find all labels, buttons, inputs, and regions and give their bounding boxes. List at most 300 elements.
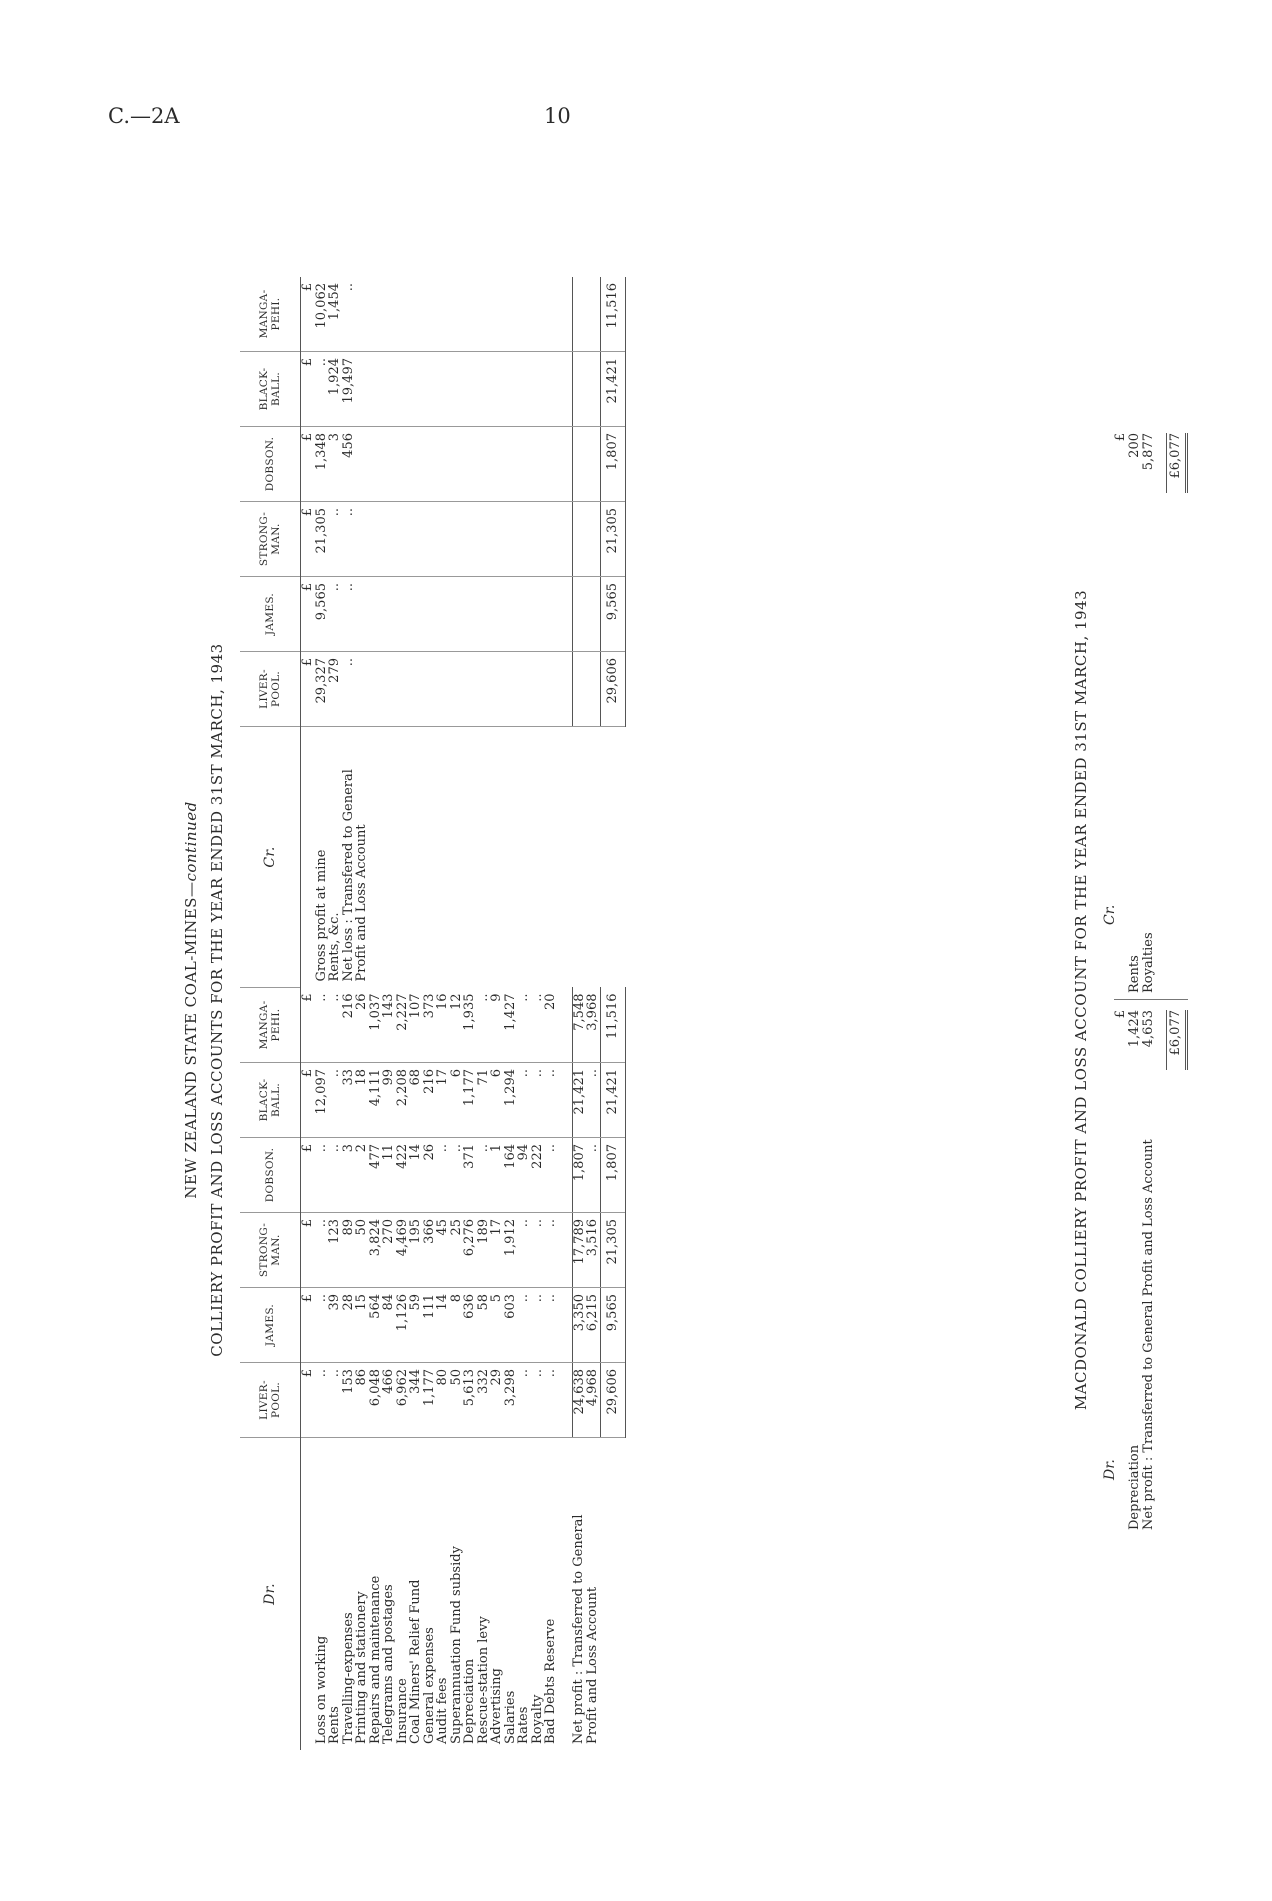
dr-row-label: Depreciation	[462, 1658, 477, 1744]
table-row	[369, 277, 383, 1750]
dr-cell: ..	[436, 1138, 450, 1213]
cr-cell	[382, 427, 396, 502]
dr-cell: ..	[544, 1213, 558, 1288]
cr-cell: 456	[342, 427, 356, 502]
dr-total-cell: 9,565	[600, 1288, 625, 1363]
dr-cell: ..	[531, 1213, 545, 1288]
dr-cell: 2,227	[396, 988, 410, 1063]
spacer	[558, 652, 573, 727]
cr-cell	[450, 277, 464, 352]
cr-cell	[517, 577, 531, 652]
cr-row-label	[504, 727, 518, 988]
currency-row	[1114, 433, 1128, 993]
cr-row-label: Gross profit at mine	[313, 849, 329, 982]
cr-cell	[477, 502, 491, 577]
dr-cell: 332	[477, 1363, 491, 1438]
cr-cell	[436, 652, 450, 727]
dr-cell: 17	[490, 1213, 504, 1288]
total-value: £6,077	[1166, 433, 1188, 493]
column-header: STRONG-MAN.	[240, 502, 301, 577]
currency-symbol: £	[301, 277, 315, 352]
cr-cell	[517, 427, 531, 502]
cr-cell	[490, 352, 504, 427]
subtotal-row	[572, 277, 586, 1750]
cr-cell	[423, 652, 437, 727]
net-profit-cell: ..	[586, 1063, 600, 1138]
cr-cell	[423, 502, 437, 577]
cr-cell: ..	[315, 352, 329, 427]
dr-row-label: Superannuation Fund subsidy	[448, 1546, 464, 1744]
cr-cell	[382, 352, 396, 427]
cr-cell	[544, 352, 558, 427]
cr-cell	[531, 577, 545, 652]
cr-cell: ..	[342, 277, 356, 352]
cr-row-label	[450, 727, 464, 988]
spacer	[558, 1213, 573, 1288]
subtotal-cell: 21,421	[572, 1063, 586, 1138]
cr-row-label	[423, 727, 437, 988]
currency-row	[301, 277, 315, 1750]
dr-cell: 1,177	[423, 1363, 437, 1438]
dr-cell: 25	[450, 1213, 464, 1288]
cr-cell	[504, 427, 518, 502]
cr-cell: 1,348	[315, 427, 329, 502]
table-header-row	[240, 277, 301, 1750]
dr-cell: 15	[355, 1288, 369, 1363]
cr-cell	[490, 427, 504, 502]
cr-cell	[396, 502, 410, 577]
dr-cell: 222	[531, 1138, 545, 1213]
column-header: LIVER-POOL.	[240, 1363, 301, 1438]
column-header: BLACK-BALL.	[240, 1063, 301, 1138]
dr-cell: 28	[342, 1288, 356, 1363]
dr-cell: 6	[490, 1063, 504, 1138]
dr-cell: 16	[436, 988, 450, 1063]
dr-cell: ..	[315, 988, 329, 1063]
cr-cell	[477, 427, 491, 502]
dr-cell: 164	[504, 1138, 518, 1213]
cr-cell	[531, 352, 545, 427]
currency-row	[1114, 1010, 1128, 1530]
table-row	[342, 277, 356, 1750]
currency-symbol: £	[301, 352, 315, 427]
cr-cell	[490, 577, 504, 652]
dr-cell: 344	[409, 1363, 423, 1438]
table-row	[328, 277, 342, 1750]
cr-cell	[396, 277, 410, 352]
dr-cell: 3	[342, 1138, 356, 1213]
dr-row-label: Repairs and maintenance	[367, 1575, 383, 1744]
cr-cell	[450, 427, 464, 502]
dr-cell: 86	[355, 1363, 369, 1438]
dr-header: Dr.	[240, 1438, 301, 1751]
cr-row-label	[369, 727, 383, 988]
macdonald-cr-row	[1142, 433, 1156, 993]
table-row	[436, 277, 450, 1750]
dr-cell: ..	[315, 1363, 329, 1438]
cr-cell	[477, 277, 491, 352]
page-number: 10	[544, 104, 571, 128]
dr-cell: 26	[355, 988, 369, 1063]
dr-cell: 3,824	[369, 1213, 383, 1288]
cr-cell	[409, 352, 423, 427]
dr-cell: ..	[517, 1363, 531, 1438]
cr-cell	[369, 352, 383, 427]
cr-cell	[544, 652, 558, 727]
cr-cell	[490, 652, 504, 727]
dr-cell: ..	[544, 1288, 558, 1363]
cr-cell	[517, 352, 531, 427]
dr-cell: 5	[490, 1288, 504, 1363]
cr-cell	[436, 577, 450, 652]
dr-cell: 12,097	[315, 1063, 329, 1138]
cr-cell	[423, 277, 437, 352]
cr-row-label	[572, 727, 586, 988]
spacer	[558, 988, 573, 1063]
dr-cell: 68	[409, 1063, 423, 1138]
dr-row-label: Rates	[516, 1706, 531, 1744]
dr-cell: 71	[477, 1063, 491, 1138]
cr-cell	[504, 352, 518, 427]
table-row	[423, 277, 437, 1750]
spacer	[558, 1363, 573, 1438]
dr-cell: 216	[423, 1063, 437, 1138]
dr-cell: 99	[382, 1063, 396, 1138]
column-header: MANGA-PEHI.	[240, 988, 301, 1063]
cr-row-label	[544, 727, 558, 988]
cr-cell	[463, 352, 477, 427]
cr-cell	[517, 502, 531, 577]
currency-symbol: £	[301, 1213, 315, 1288]
cr-cell	[382, 577, 396, 652]
dr-cell: ..	[531, 1363, 545, 1438]
dr-cell: 29	[490, 1363, 504, 1438]
currency-symbol: £	[301, 1138, 315, 1213]
dr-row-label: Advertising	[489, 1668, 504, 1744]
cr-cell	[544, 502, 558, 577]
cr-cell	[369, 652, 383, 727]
dr-cell: 1,177	[463, 1063, 477, 1138]
dr-cell: 89	[342, 1213, 356, 1288]
currency-symbol: £	[1113, 433, 1128, 442]
cr-cell	[409, 577, 423, 652]
cr-cell	[504, 577, 518, 652]
cr-row-label	[396, 727, 410, 988]
cr-cell	[586, 277, 600, 352]
macdonald-cr-side	[1114, 433, 1188, 1000]
dr-row-label: Bad Debts Reserve	[543, 1618, 558, 1744]
column-header: DOBSON.	[240, 1138, 301, 1213]
currency-symbol: £	[301, 577, 315, 652]
cr-cell	[463, 427, 477, 502]
cr-cell	[572, 502, 586, 577]
cr-item-value: 200	[1127, 433, 1142, 458]
cr-cell: ..	[342, 652, 356, 727]
dr-cell: 50	[450, 1363, 464, 1438]
cr-header: Cr.	[240, 727, 301, 988]
cr-cell	[490, 277, 504, 352]
cr-row-label: Rents, &c.	[327, 912, 342, 982]
dr-item-label: Net profit : Transferred to General Profit and Loss Account	[1141, 1139, 1156, 1530]
cr-cell	[382, 277, 396, 352]
column-header: JAMES.	[240, 577, 301, 652]
dr-cell: ..	[517, 1213, 531, 1288]
table-row	[477, 277, 491, 1750]
title-italic: continued	[182, 801, 200, 882]
cr-cell	[504, 277, 518, 352]
cr-cell	[450, 652, 464, 727]
dr-cell: 45	[436, 1213, 450, 1288]
cr-cell	[450, 577, 464, 652]
dr-total-cell: 29,606	[600, 1363, 625, 1438]
dr-cell: ..	[544, 1363, 558, 1438]
dr-row-label: Printing and stationery	[354, 1591, 369, 1744]
dr-row-label: Rents	[327, 1706, 342, 1744]
cr-row-label: Profit and Loss Account	[354, 824, 369, 982]
dr-cell: 422	[396, 1138, 410, 1213]
table-row	[531, 277, 545, 1750]
cr-cell: 10,062	[315, 277, 329, 352]
dr-cell: 12	[450, 988, 464, 1063]
dr-cell: 189	[477, 1213, 491, 1288]
cr-cell	[586, 502, 600, 577]
dr-cell: 270	[382, 1213, 396, 1288]
cr-cell	[572, 277, 586, 352]
net-profit-cell: 3,516	[586, 1213, 600, 1288]
total-label	[600, 727, 625, 988]
net-profit-cell: ..	[586, 1138, 600, 1213]
dr-cell: ..	[315, 1288, 329, 1363]
dr-cell: 18	[355, 1063, 369, 1138]
cr-cell	[586, 427, 600, 502]
cr-cell	[396, 652, 410, 727]
page-reference: C.—2A	[108, 104, 180, 128]
cr-cell	[463, 652, 477, 727]
dr-cell: 366	[423, 1213, 437, 1288]
net-profit-cell: 6,215	[586, 1288, 600, 1363]
currency-symbol: £	[301, 427, 315, 502]
spacer	[558, 427, 573, 502]
dr-cell: 94	[517, 1138, 531, 1213]
currency-symbol: £	[301, 652, 315, 727]
cr-cell	[409, 427, 423, 502]
title-text: NEW ZEALAND STATE COAL-MINES—	[182, 881, 200, 1199]
dr-row-label: Travelling-expenses	[340, 1612, 356, 1744]
cr-cell	[382, 652, 396, 727]
dr-cell: 564	[369, 1288, 383, 1363]
spacer	[558, 727, 573, 988]
dr-row-label: Insurance	[394, 1678, 410, 1744]
dr-cell: ..	[328, 1138, 342, 1213]
cr-cell: 21,305	[315, 502, 329, 577]
dr-cell: 1	[490, 1138, 504, 1213]
table-row	[355, 277, 369, 1750]
cr-cell	[572, 427, 586, 502]
subtotal-cell: 24,638	[572, 1363, 586, 1438]
cr-cell	[355, 277, 369, 352]
spacer	[558, 1063, 573, 1138]
dr-cell: ..	[328, 1363, 342, 1438]
dr-cell: 373	[423, 988, 437, 1063]
dr-cell: 80	[436, 1363, 450, 1438]
dr-cell: 4,111	[369, 1063, 383, 1138]
dr-cell: 107	[409, 988, 423, 1063]
cr-cell	[382, 502, 396, 577]
dr-cell: ..	[450, 1138, 464, 1213]
dr-cell: 6,276	[463, 1213, 477, 1288]
dr-cell: 3,298	[504, 1363, 518, 1438]
cr-cell	[586, 652, 600, 727]
cr-row-label	[463, 727, 477, 988]
dr-cell: 5,613	[463, 1363, 477, 1438]
dr-row-label: Salaries	[502, 1690, 518, 1744]
cr-cell	[396, 427, 410, 502]
cr-cell	[463, 502, 477, 577]
net-profit-label: Profit and Loss Account	[585, 1586, 600, 1744]
cr-row-label	[477, 727, 491, 988]
dr-cell: 1,037	[369, 988, 383, 1063]
dr-cell: 50	[355, 1213, 369, 1288]
dr-cell: ..	[328, 988, 342, 1063]
dr-cell: 14	[436, 1288, 450, 1363]
cr-cell	[409, 652, 423, 727]
table-row	[409, 277, 423, 1750]
macdonald-cr-label: Cr.	[1102, 904, 1118, 925]
dr-cell: 1,912	[504, 1213, 518, 1288]
dr-cell: 17	[436, 1063, 450, 1138]
cr-cell: ..	[328, 577, 342, 652]
cr-cell	[436, 352, 450, 427]
dr-cell: 59	[409, 1288, 423, 1363]
dr-cell: 6,048	[369, 1363, 383, 1438]
cr-cell	[477, 352, 491, 427]
column-header: DOBSON.	[240, 427, 301, 502]
currency-symbol: £	[301, 1063, 315, 1138]
cr-cell	[355, 577, 369, 652]
cr-total-cell: 9,565	[600, 577, 625, 652]
cr-cell	[572, 577, 586, 652]
cr-row-label	[301, 727, 315, 988]
dr-cell: 216	[342, 988, 356, 1063]
dr-cell: 4,469	[396, 1213, 410, 1288]
spacer	[558, 352, 573, 427]
subtotal-cell: 3,350	[572, 1288, 586, 1363]
dr-item-label: Depreciation	[1127, 1444, 1142, 1530]
macdonald-dr-row	[1142, 1010, 1156, 1530]
cr-cell	[517, 277, 531, 352]
cr-cell	[531, 277, 545, 352]
cr-row-label	[382, 727, 396, 988]
cr-row-label: Net loss : Transfered to General	[340, 769, 356, 982]
dr-total-cell: 1,807	[600, 1138, 625, 1213]
spacer	[558, 1138, 573, 1213]
dr-cell: 9	[490, 988, 504, 1063]
cr-total-cell: 21,305	[600, 502, 625, 577]
total-row	[600, 277, 625, 1750]
column-header: JAMES.	[240, 1288, 301, 1363]
cr-cell	[423, 427, 437, 502]
cr-cell: 279	[328, 652, 342, 727]
cr-cell	[572, 352, 586, 427]
cr-cell: 1,454	[328, 277, 342, 352]
dr-cell: ..	[531, 1063, 545, 1138]
table-row	[517, 277, 531, 1750]
dr-cell: 33	[342, 1063, 356, 1138]
dr-total-cell: 21,305	[600, 1213, 625, 1288]
cr-cell	[355, 502, 369, 577]
currency-symbol: £	[301, 988, 315, 1063]
cr-cell	[369, 277, 383, 352]
dr-row-label: Audit fees	[435, 1677, 450, 1744]
dr-cell: 26	[423, 1138, 437, 1213]
table-row	[504, 277, 518, 1750]
rotated-page-content	[92, 140, 1272, 1860]
cr-cell	[477, 652, 491, 727]
cr-row-label	[436, 727, 450, 988]
dr-cell: ..	[315, 1213, 329, 1288]
net-profit-cell: 4,968	[586, 1363, 600, 1438]
dr-cell: 11	[382, 1138, 396, 1213]
cr-cell	[409, 277, 423, 352]
cr-item-label: Royalties	[1141, 932, 1156, 993]
table-row	[544, 277, 558, 1750]
column-header: BLACK-BALL.	[240, 352, 301, 427]
cr-cell	[355, 427, 369, 502]
dr-cell: 603	[504, 1288, 518, 1363]
dr-cell: ..	[531, 988, 545, 1063]
cr-cell	[436, 277, 450, 352]
cr-cell: 19,497	[342, 352, 356, 427]
macdonald-dr-total	[1166, 1010, 1188, 1530]
cr-cell	[463, 577, 477, 652]
table-row	[396, 277, 410, 1750]
dr-cell: ..	[544, 1063, 558, 1138]
dr-cell: ..	[517, 1288, 531, 1363]
dr-row-label: Coal Miners' Relief Fund	[408, 1579, 423, 1744]
cr-cell	[586, 352, 600, 427]
dr-row-label	[301, 1438, 315, 1751]
dr-cell: 39	[328, 1288, 342, 1363]
net-profit-cell: 3,968	[586, 988, 600, 1063]
cr-item-label: Rents	[1127, 955, 1142, 993]
net-profit-label: Net profit : Transferred to General	[571, 1514, 586, 1744]
dr-item-value: 4,653	[1141, 1010, 1156, 1048]
total-value: £6,077	[1166, 1010, 1188, 1070]
dr-cell: 636	[463, 1288, 477, 1363]
spacer	[558, 1288, 573, 1363]
dr-cell: ..	[517, 988, 531, 1063]
currency-symbol: £	[301, 502, 315, 577]
dr-cell: 1,126	[396, 1288, 410, 1363]
cr-cell	[369, 427, 383, 502]
cr-cell	[517, 652, 531, 727]
spacer	[558, 502, 573, 577]
cr-row-label	[490, 727, 504, 988]
table-row	[382, 277, 396, 1750]
dr-row-label: Royalty	[529, 1694, 545, 1744]
dr-cell: ..	[315, 1138, 329, 1213]
dr-row-label: General expenses	[421, 1627, 437, 1744]
total-label	[600, 1438, 625, 1751]
macdonald-dr-row	[1128, 1010, 1142, 1530]
cr-cell	[544, 577, 558, 652]
cr-cell: 1,924	[328, 352, 342, 427]
column-header: MANGA-PEHI.	[240, 277, 301, 352]
cr-total-cell: 1,807	[600, 427, 625, 502]
colliery-accounts-table	[240, 277, 626, 1750]
column-header: STRONG-MAN.	[240, 1213, 301, 1288]
table-row	[490, 277, 504, 1750]
